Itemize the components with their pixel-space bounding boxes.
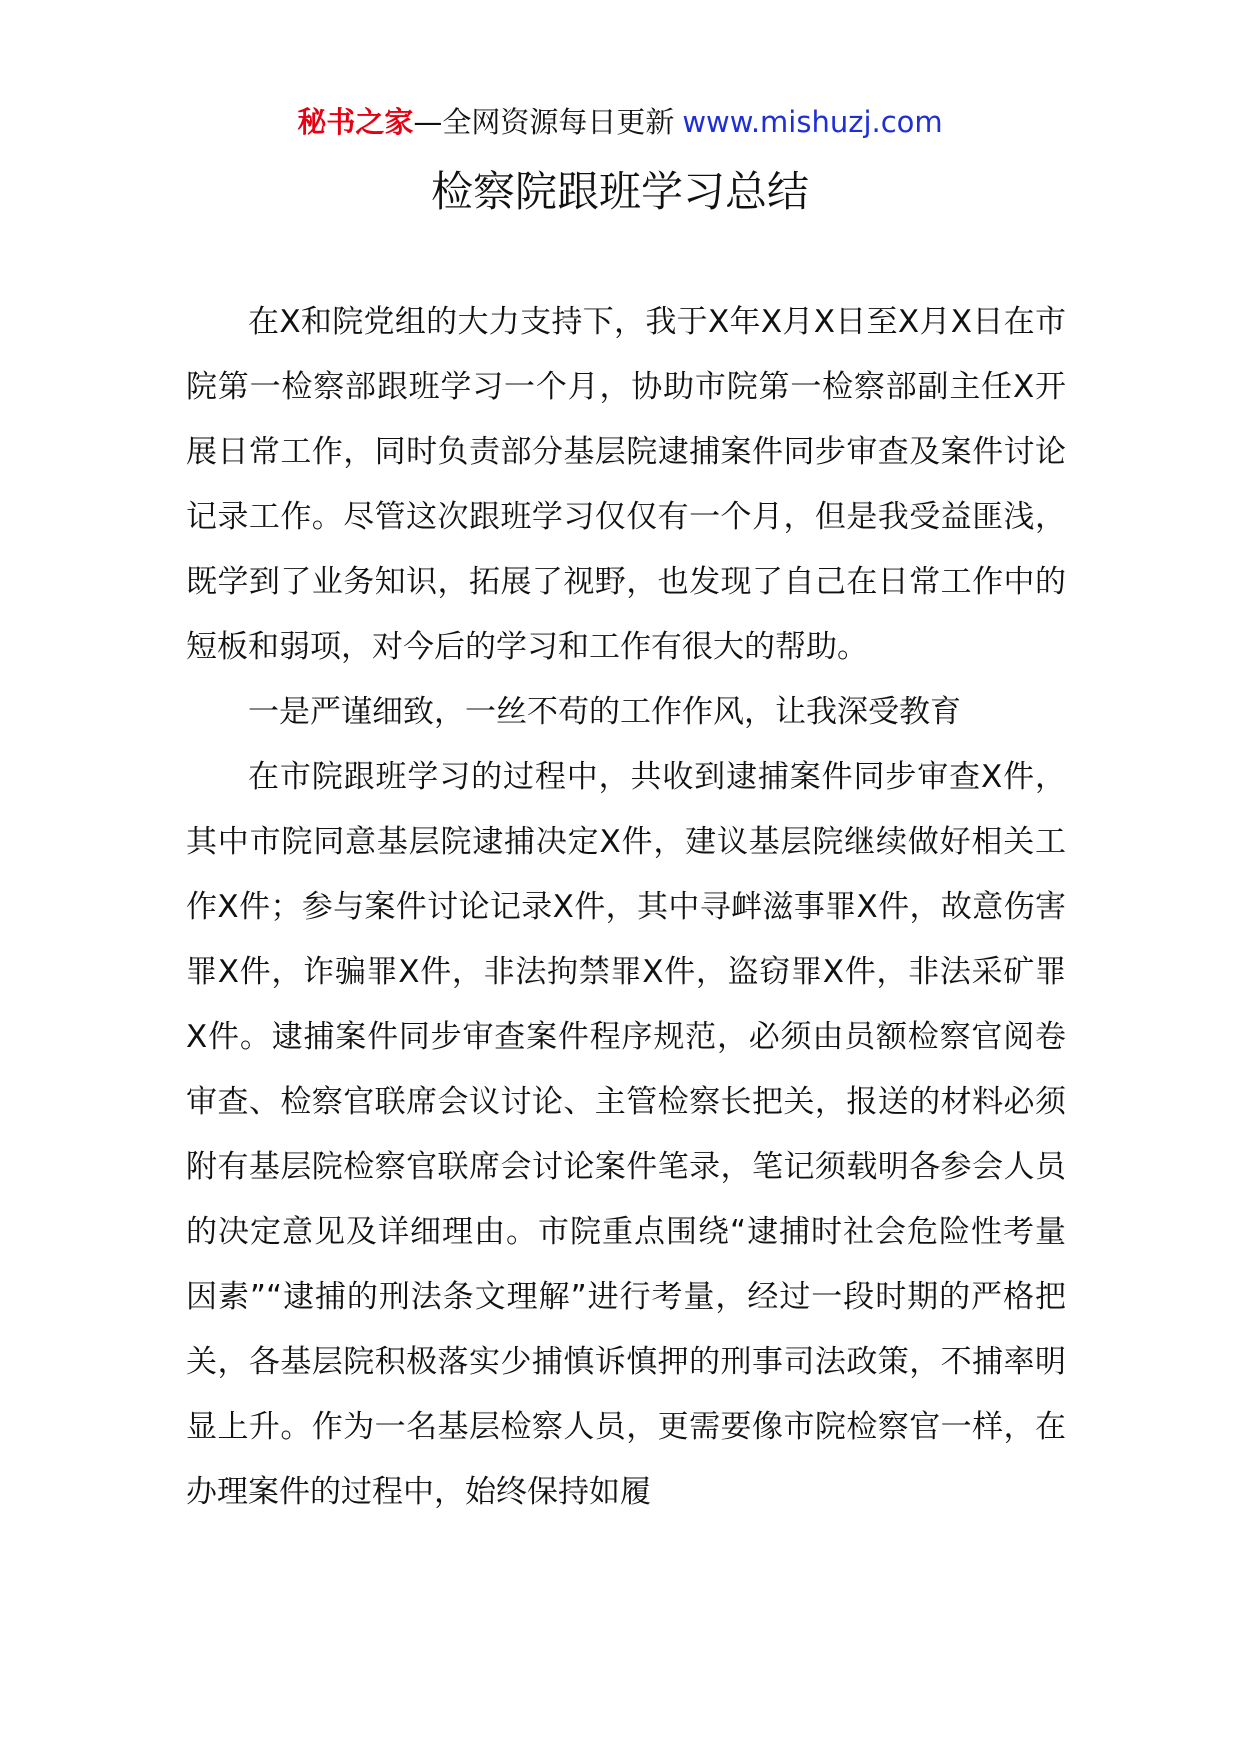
header-tagline: —全网资源每日更新 (413, 105, 675, 139)
brand-name: 秘书之家 (297, 105, 414, 139)
section-heading: 一是严谨细致，一丝不苟的工作作风，让我深受教育 (248, 694, 961, 730)
document-title: 检察院跟班学习总结 (430, 167, 809, 216)
site-header (0, 100, 1240, 144)
site-url-link[interactable]: www.mishuzj.com (682, 105, 943, 139)
body-paragraph: 在市院跟班学习的过程中，共收到逮捕案件同步审查X件，其中市院同意基层院逮捕决定X件，建议基层院继续做好相关工作X件；参与案件讨论记录X件，其中寻衅滋事罪X件，故意伤害罪X件，诈骗罪X件，非法拘禁罪X件，盗窃罪X件，非法采矿罪X件。逮捕案件同步审查案件程序规范，必须由员额检察官阅卷审查、检察官联席会议讨论、主管检察长把关，报送的材料必须附有基层院检察官联席会讨论案件笔录，笔记须载明各参会人员的决定意见及详细理由。市院重点围绕“逮捕时社会危险性考量因素”“逮捕的刑法条文理解”进行考量，经过一段时期的严格把关，各基层院积极落实少捕慎诉慎押的刑事司法政策，不捕率明显上升。作为一名基层检察人员，更需要像市院检察官一样，在办理案件的过程中，始终保持如履 (186, 759, 1066, 1510)
intro-paragraph: 在X和院党组的大力支持下，我于X年X月X日至X月X日在市院第一检察部跟班学习一个月，协助市院第一检察部副主任X开展日常工作，同时负责部分基层院逮捕案件同步审查及案件讨论记录工作。尽管这次跟班学习仅仅有一个月，但是我受益匪浅，既学到了业务知识，拓展了视野，也发现了自己在日常工作中的短板和弱项，对今后的学习和工作有很大的帮助。 (186, 304, 1066, 665)
document-body (186, 290, 1066, 1525)
